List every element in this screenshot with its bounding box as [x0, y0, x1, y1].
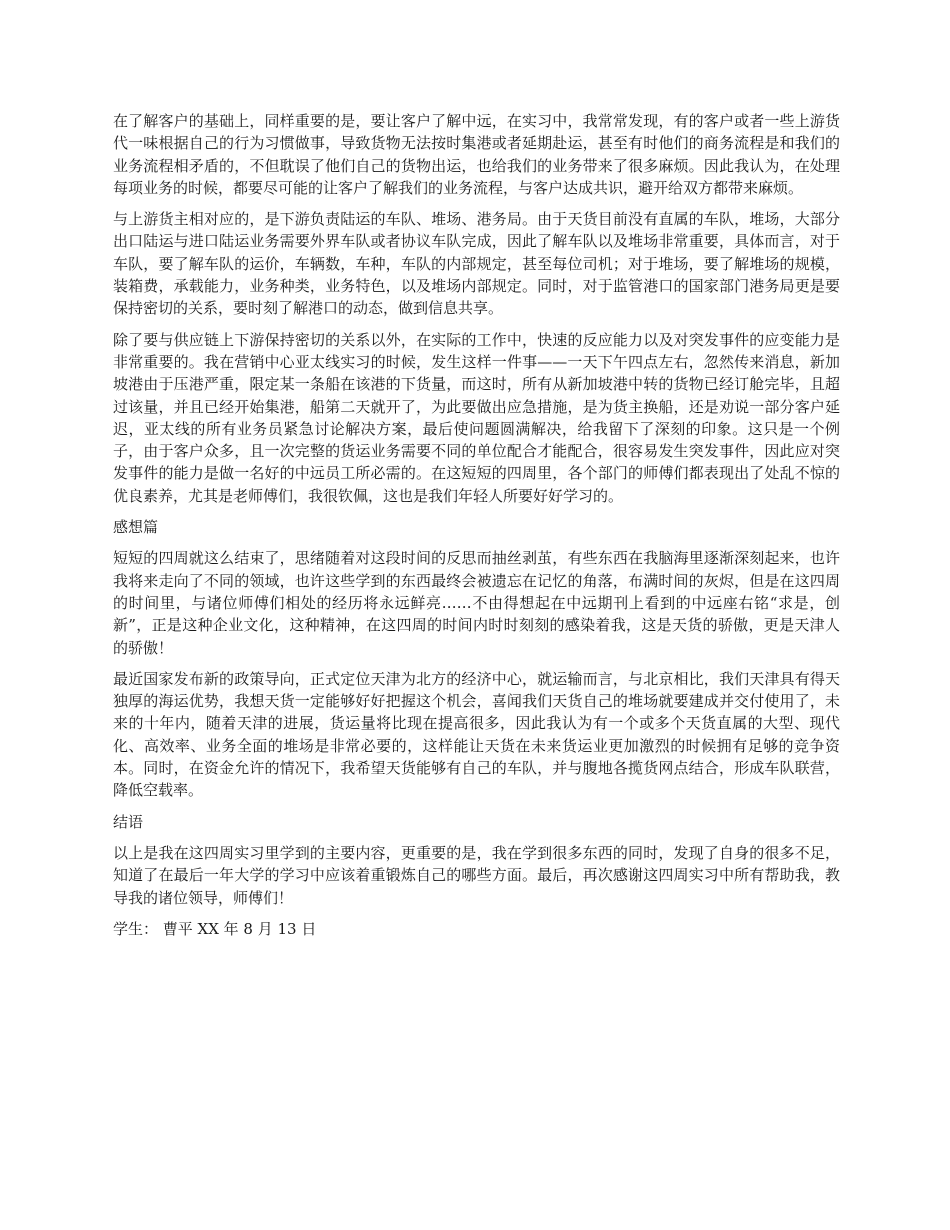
paragraph-emergency-response: 除了要与供应链上下游保持密切的关系以外，在实际的工作中，快速的反应能力以及对突发事件的应变能力是非常重要的。我在营销中心亚太线实习的时候，发生这样一件事——一天下午四点左右，忽然传来消息，新加坡港由于压港严重，限定某一条船在该港的下货量，而这时，所有从新加坡港中转的货物已经订舱完毕，且超过该量，并且已经开始集港，船第二天就开了，为此要做出应急措施，是为货主换船，还是劝说一部分客户延迟，亚太线的所有业务员紧急讨论解决方案，最后使问题圆满解决，给我留下了深刻的印象。这只是一个例子，由于客户众多，且一次完整的货运业务需要不同的单位配合才能配合，很容易发生突发事件，因此应对突发事件的能力是做一名好的中远员工所必需的。在这短短的四周里，各个部门的师傅们都表现出了处乱不惊的优良素养，尤其是老师傅们，我很钦佩，这也是我们年轻人所要好好学习的。 — [113, 330, 840, 505]
paragraph-reflection-four-weeks: 短短的四周就这么结束了，思绪随着对这段时间的反思而抽丝剥茧，有些东西在我脑海里逐渐深刻起来，也许我将来走向了不同的领域，也许这些学到的东西最终会被遗忘在记忆的角落，布满时间的灰烬，但是在这四周的时间里，与诸位师傅们相处的经历将永远鲜亮……不由得想起在中远期刊上看到的中远座右铭“求是，创新”，正是这种企业文化，这种精神，在这四周的时间内时时刻刻的感染着我，这是天货的骄傲，更是天津人的骄傲！ — [113, 549, 840, 657]
section-heading-conclusion: 结语 — [113, 812, 144, 831]
paragraph-conclusion: 以上是我在这四周实习里学到的主要内容，更重要的是，我在学到很多东西的同时，发现了自身的很多不足，知道了在最后一年大学的学习中应该着重锻炼自己的哪些方面。最后，再次感谢这四周实习中所有帮助我，教导我的诸位领导，师傅们！ — [113, 843, 840, 907]
section-heading-reflections: 感想篇 — [113, 518, 159, 537]
signature-line: 学生： 曹平 XX 年 8 月 13 日 — [113, 919, 317, 938]
paragraph-understand-clients: 在了解客户的基础上，同样重要的是，要让客户了解中远，在实习中，我常常发现，有的客户或者一些上游货代一味根据自己的行为习惯做事，导致货物无法按时集港或者延期赴运，甚至有时他们的商务流程是和我们的业务流程相矛盾的，不但耽误了他们自己的货物出运，也给我们的业务带来了很多麻烦。因此我认为，在处理每项业务的时候，都要尽可能的让客户了解我们的业务流程，与客户达成共识，避开给双方都带来麻烦。 — [113, 112, 840, 197]
document-body — [113, 110, 840, 949]
paragraph-downstream-partners: 与上游货主相对应的，是下游负责陆运的车队、堆场、港务局。由于天货目前没有直属的车队，堆场，大部分出口陆运与进口陆运业务需要外界车队或者协议车队完成，因此了解车队以及堆场非常重要，具体而言，对于车队，要了解车队的运价，车辆数，车种，车队的内部规定，甚至每位司机；对于堆场，要了解堆场的规模，装箱费，承载能力，业务种类，业务特色，以及堆场内部规定。同时，对于监管港口的国家部门港务局更是要保持密切的关系，要时刻了解港口的动态，做到信息共享。 — [113, 210, 840, 318]
paragraph-reflection-policy: 最近国家发布新的政策导向，正式定位天津为北方的经济中心，就运输而言，与北京相比，我们天津具有得天独厚的海运优势，我想天货一定能够好好把握这个机会，喜闻我们天货自己的堆场就要建成并交付使用了，未来的十年内，随着天津的进展，货运量将比现在提高很多，因此我认为有一个或多个天货直属的大型、现代化、高效率、业务全面的堆场是非常必要的，这样能让天货在未来货运业更加激烈的时候拥有足够的竞争资本。同时，在资金允许的情况下，我希望天货能够有自己的车队，并与腹地各揽货网点结合，形成车队联营，降低空载率。 — [113, 669, 840, 800]
